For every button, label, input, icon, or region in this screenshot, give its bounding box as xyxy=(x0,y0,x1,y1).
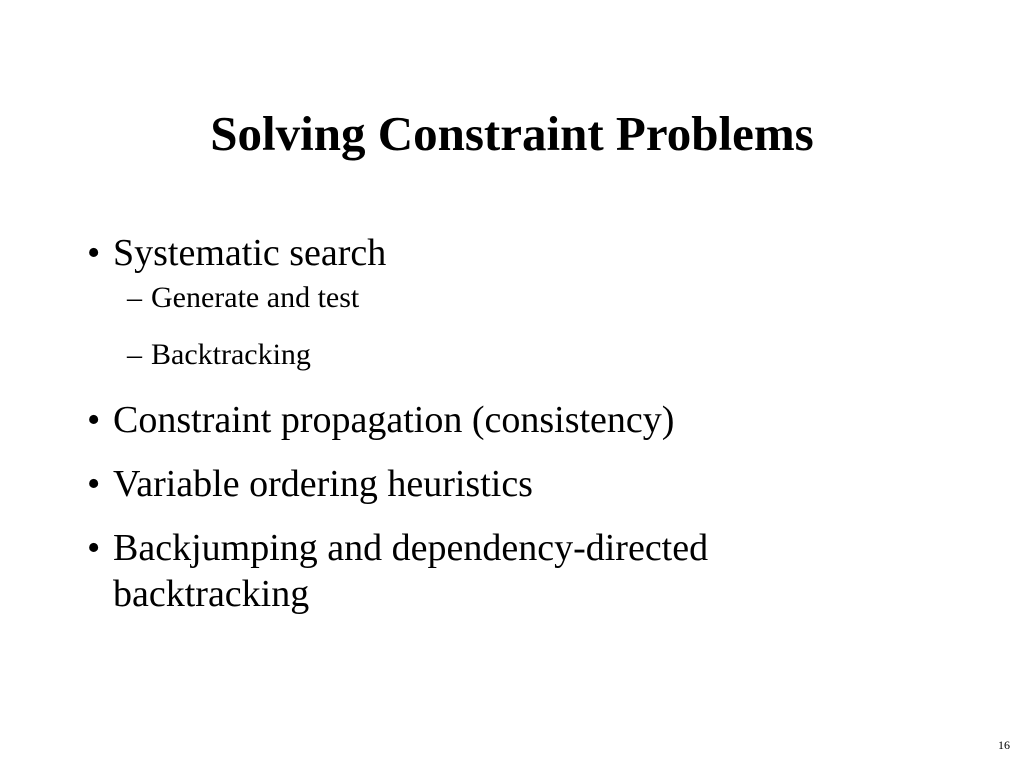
bullet-icon: • xyxy=(87,399,101,441)
dash-icon: – xyxy=(127,338,142,371)
bullet-icon: • xyxy=(87,232,101,274)
slide-title: Solving Constraint Problems xyxy=(210,106,814,161)
bullet-icon: • xyxy=(87,463,101,505)
dash-icon: – xyxy=(127,281,142,314)
sub-bullet-item xyxy=(127,337,887,373)
bullet-text: Backjumping and dependency-directed backtracking xyxy=(113,527,709,615)
bullet-text: Systematic search xyxy=(113,232,387,274)
sub-bullet-text: Backtracking xyxy=(151,338,311,371)
bullet-icon: • xyxy=(87,527,101,569)
sub-bullet-item xyxy=(127,280,887,316)
bullet-item xyxy=(87,397,887,443)
bullet-list xyxy=(87,230,887,617)
bullet-item xyxy=(87,461,887,507)
bullet-text: Constraint propagation (consistency) xyxy=(113,399,675,441)
bullet-item xyxy=(87,230,887,276)
bullet-item xyxy=(87,525,867,617)
bullet-text: Variable ordering heuristics xyxy=(113,463,533,505)
slide-number: 16 xyxy=(998,738,1010,752)
sub-bullet-text: Generate and test xyxy=(151,281,360,314)
